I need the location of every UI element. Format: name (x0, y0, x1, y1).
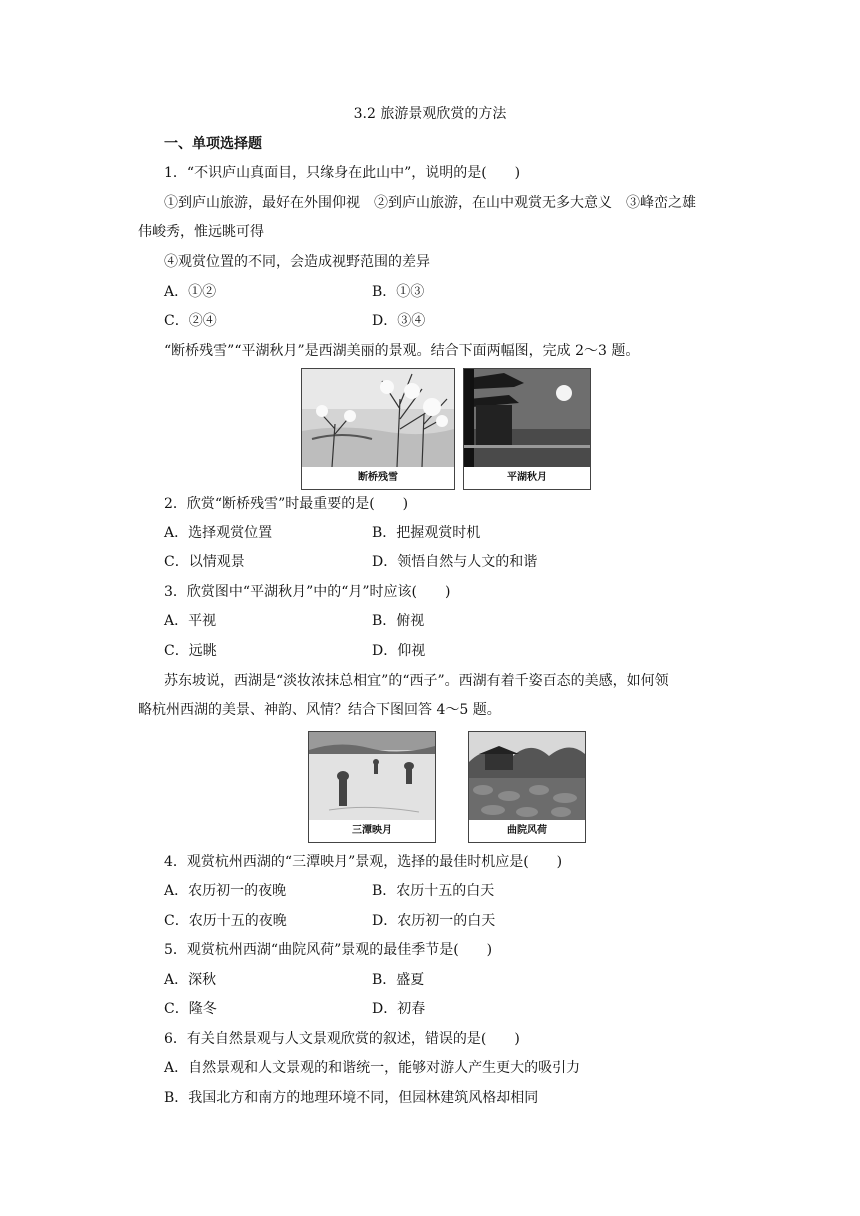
intro-4-5-line2: 略杭州西湖的美景、神韵、风情？结合下图回答 4～5 题。 (138, 702, 501, 718)
autumn-moon-photo (464, 369, 590, 467)
figure-caption-lotus: 曲院风荷 (507, 825, 547, 836)
question-3-option-a[interactable]: A．平视 (164, 613, 217, 629)
question-1-option-d[interactable]: D．③④ (372, 313, 426, 329)
question-4-stem: 4．观赏杭州西湖的“三潭映月”景观，选择的最佳时机应是( ) (164, 854, 563, 870)
figure-lotus-breeze (468, 731, 586, 843)
question-5-option-d[interactable]: D．初春 (372, 1001, 426, 1017)
question-5-option-c[interactable]: C．隆冬 (164, 1001, 217, 1017)
question-4-option-d[interactable]: D．农历初一的白天 (372, 913, 496, 929)
figure-caption-broken-bridge: 断桥残雪 (358, 472, 398, 483)
question-1-option-b[interactable]: B．①③ (372, 284, 425, 300)
question-6-stem: 6．有关自然景观与人文景观欣赏的叙述，错误的是( ) (164, 1031, 520, 1047)
question-4-option-a[interactable]: A．农历初一的夜晚 (164, 883, 287, 899)
figure-autumn-moon (463, 368, 591, 490)
figure-caption-autumn-moon: 平湖秋月 (507, 472, 547, 483)
question-4-option-b[interactable]: B．农历十五的白天 (372, 883, 495, 899)
question-3-option-d[interactable]: D．仰视 (372, 643, 426, 659)
question-5-option-a[interactable]: A．深秋 (164, 972, 217, 988)
figure-caption-three-pools: 三潭映月 (352, 825, 392, 836)
question-1-statements-line2: 伟峻秀，惟远眺可得 (138, 224, 264, 240)
question-5-option-b[interactable]: B．盛夏 (372, 972, 425, 988)
question-1-option-c[interactable]: C．②④ (164, 313, 217, 329)
lotus-breeze-photo (469, 732, 585, 820)
figure-broken-bridge-snow (301, 368, 455, 490)
question-3-option-c[interactable]: C．远眺 (164, 643, 217, 659)
page-title: 3.2 旅游景观欣赏的方法 (353, 106, 507, 122)
broken-bridge-snow-photo (302, 369, 454, 467)
question-4-option-c[interactable]: C．农历十五的夜晚 (164, 913, 287, 929)
question-2-option-c[interactable]: C．以情观景 (164, 554, 245, 570)
question-2-option-b[interactable]: B．把握观赏时机 (372, 525, 481, 541)
intro-2-3: “断桥残雪”“平湖秋月”是西湖美丽的景观。结合下面两幅图，完成 2～3 题。 (164, 343, 640, 359)
question-2-stem: 2．欣赏“断桥残雪”时最重要的是( ) (164, 496, 409, 512)
question-5-stem: 5．观赏杭州西湖“曲院风荷”景观的最佳季节是( ) (164, 942, 493, 958)
question-1-statements-line3: ④观赏位置的不同，会造成视野范围的差异 (164, 254, 430, 270)
question-1-statements-line1: ①到庐山旅游，最好在外围仰视 ②到庐山旅游，在山中观赏无多大意义 ③峰峦之雄 (164, 195, 696, 211)
figure-three-pools-moon (308, 731, 436, 843)
section-heading: 一、单项选择题 (164, 136, 262, 152)
intro-4-5-line1: 苏东坡说，西湖是“淡妆浓抹总相宜”的“西子”。西湖有着千姿百态的美感，如何领 (164, 673, 669, 689)
question-2-option-d[interactable]: D．领悟自然与人文的和谐 (372, 554, 538, 570)
three-pools-moon-photo (309, 732, 435, 820)
question-2-option-a[interactable]: A．选择观赏位置 (164, 525, 273, 541)
question-3-stem: 3．欣赏图中“平湖秋月”中的“月”时应该( ) (164, 584, 451, 600)
question-6-option-b[interactable]: B．我国北方和南方的地理环境不同，但园林建筑风格却相同 (164, 1090, 539, 1106)
question-1-stem: 1．“不识庐山真面目，只缘身在此山中”，说明的是( ) (164, 165, 521, 181)
question-1-option-a[interactable]: A．①② (164, 284, 217, 300)
question-6-option-a[interactable]: A．自然景观和人文景观的和谐统一，能够对游人产生更大的吸引力 (164, 1060, 581, 1076)
question-3-option-b[interactable]: B．俯视 (372, 613, 425, 629)
